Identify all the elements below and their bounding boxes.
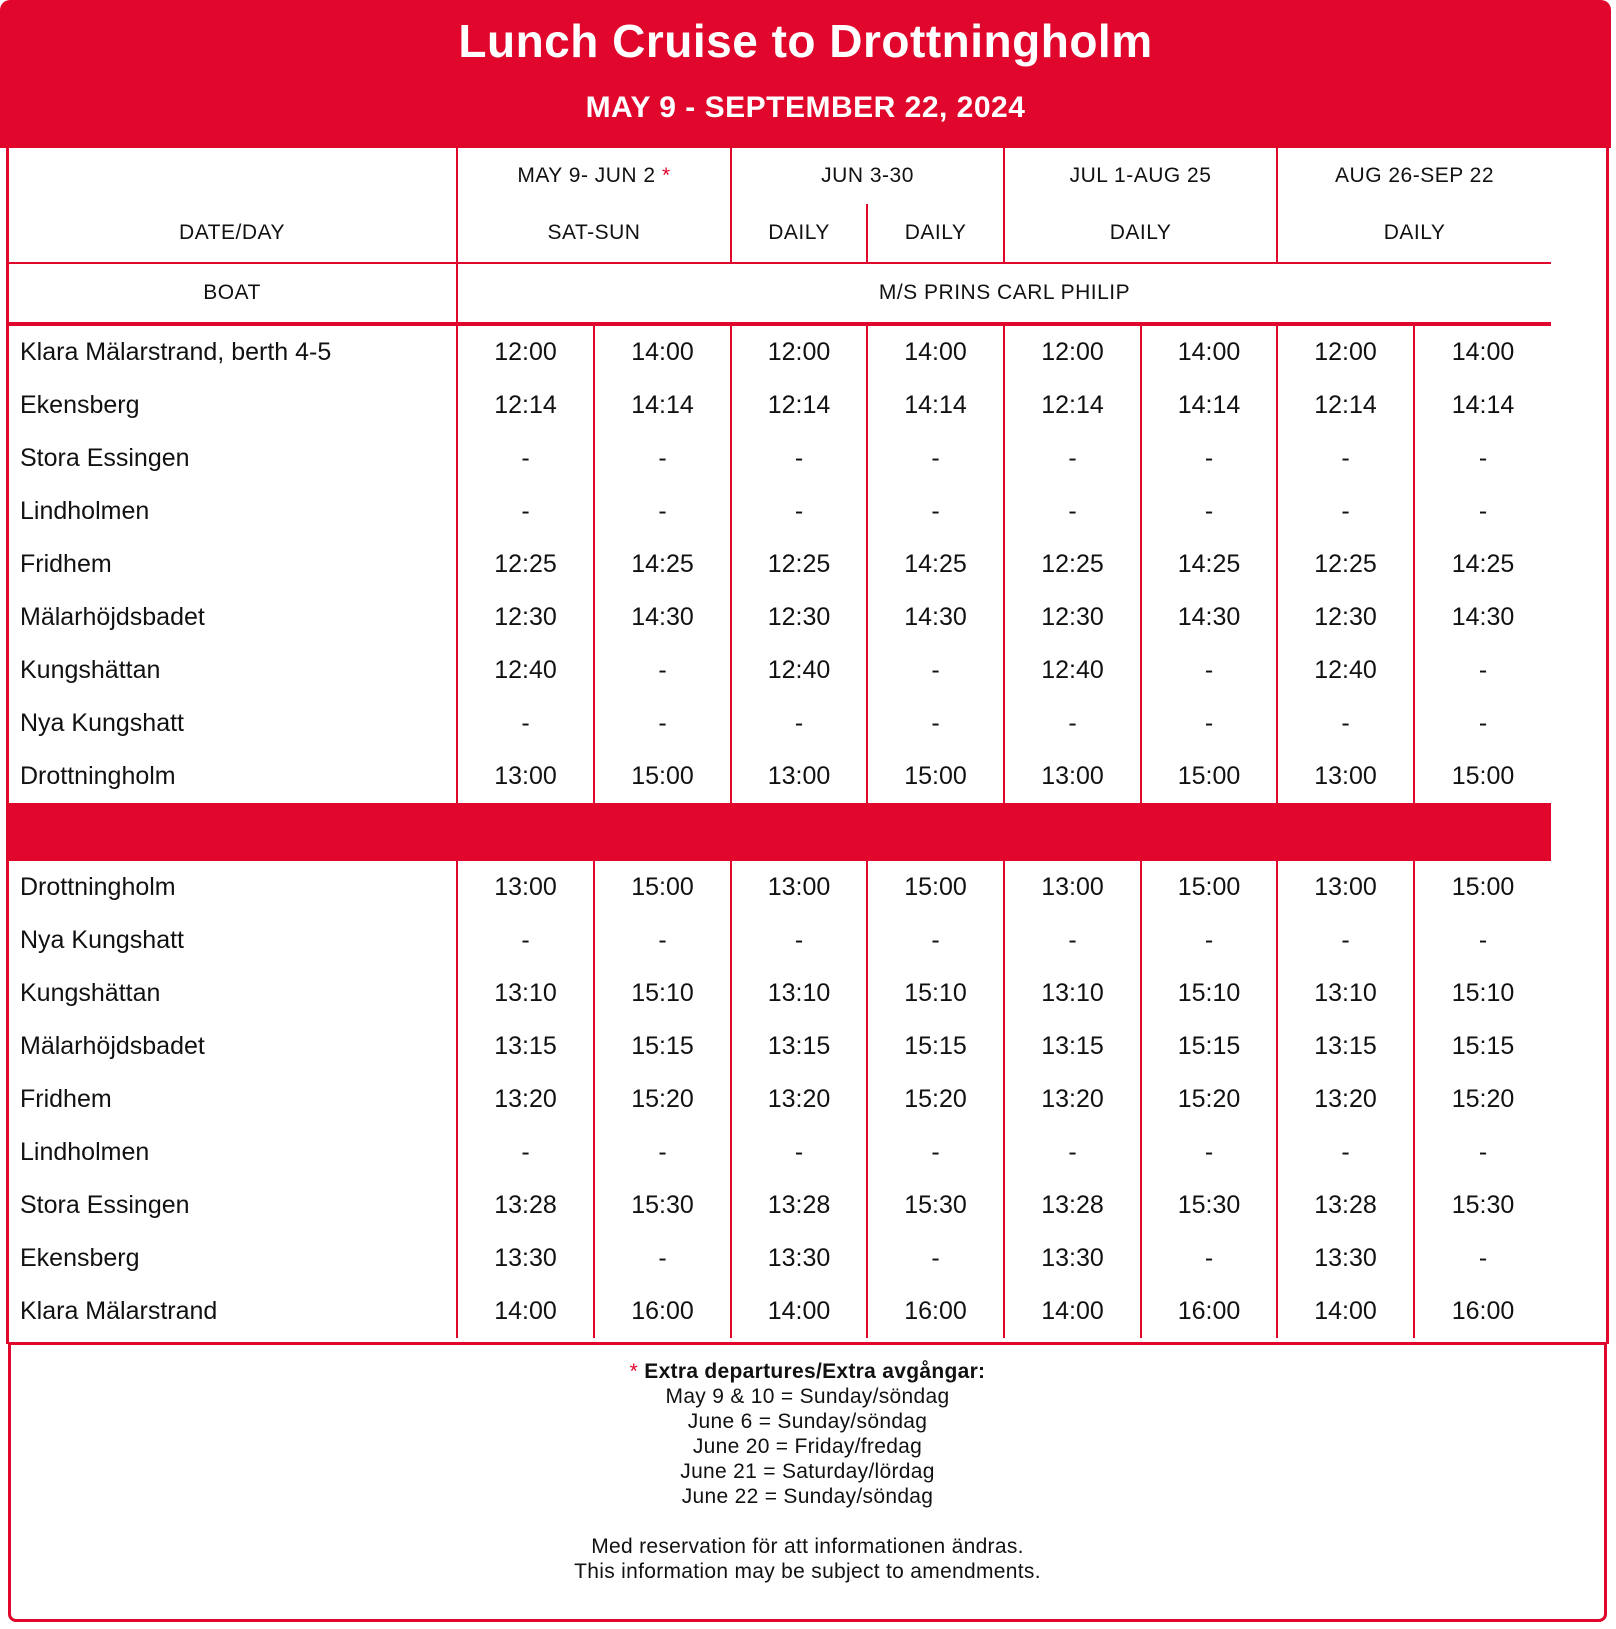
departure-time: 13:28	[1277, 1179, 1414, 1232]
return-stop-row	[8, 1179, 1607, 1232]
departure-time: 13:10	[731, 967, 867, 1020]
departure-time: -	[1277, 697, 1414, 750]
departure-time: 13:15	[457, 1020, 594, 1073]
departure-time: 12:00	[457, 324, 594, 379]
departure-time: 15:10	[1414, 967, 1551, 1020]
stop-name: Ekensberg	[20, 1244, 140, 1272]
departure-time: -	[594, 1126, 731, 1179]
departure-time: 15:15	[1414, 1020, 1551, 1073]
departure-time: -	[1414, 644, 1551, 697]
stop-name: Mälarhöjdsbadet	[20, 603, 205, 631]
stop-name: Drottningholm	[20, 762, 176, 790]
stop-name: Stora Essingen	[20, 1191, 190, 1219]
stop-name: Nya Kungshatt	[20, 926, 184, 954]
departure-time: 14:00	[457, 1285, 594, 1338]
departure-time: 14:14	[867, 379, 1004, 432]
departure-time: -	[1414, 914, 1551, 967]
departure-time: 13:00	[1004, 750, 1141, 803]
departure-time: -	[594, 697, 731, 750]
departure-time: 13:10	[1277, 967, 1414, 1020]
departure-time: -	[457, 1126, 594, 1179]
departure-time: 15:30	[1414, 1179, 1551, 1232]
departure-time: -	[1277, 1126, 1414, 1179]
day-header: SAT-SUN	[457, 204, 731, 263]
departure-time: 15:10	[1141, 967, 1277, 1020]
departure-time: 15:00	[594, 750, 731, 803]
departure-time: 14:25	[867, 538, 1004, 591]
departure-time: 15:00	[867, 750, 1004, 803]
return-stop-row	[8, 1073, 1607, 1126]
departure-time: 13:00	[1004, 861, 1141, 914]
return-stop-row	[8, 1126, 1607, 1179]
departure-time: 12:30	[1277, 591, 1414, 644]
boat-label: BOAT	[8, 263, 457, 324]
departure-time: -	[594, 644, 731, 697]
departure-time: -	[1141, 485, 1277, 538]
period-header: MAY 9- JUN 2 *	[457, 148, 731, 204]
departure-time: -	[1141, 914, 1277, 967]
stop-name: Fridhem	[20, 550, 112, 578]
departure-time: 12:40	[1277, 644, 1414, 697]
departure-time: -	[457, 485, 594, 538]
departure-time: 12:14	[731, 379, 867, 432]
departure-time: 14:30	[594, 591, 731, 644]
departure-time: 14:30	[1141, 591, 1277, 644]
departure-time: -	[1414, 1126, 1551, 1179]
extra-departure-line: June 22 = Sunday/söndag	[681, 1485, 934, 1508]
day-header: DAILY	[1004, 204, 1277, 263]
departure-time: -	[731, 914, 867, 967]
departure-time: 15:10	[594, 967, 731, 1020]
return-stop-row	[8, 861, 1607, 914]
departure-time: 13:28	[457, 1179, 594, 1232]
departure-time: 13:10	[1004, 967, 1141, 1020]
day-header-row	[8, 204, 1607, 263]
departure-time: 15:30	[867, 1179, 1004, 1232]
stop-name: Nya Kungshatt	[20, 709, 184, 737]
departure-time: -	[731, 697, 867, 750]
outbound-stop-row	[8, 697, 1607, 750]
departure-time: 16:00	[594, 1285, 731, 1338]
departure-time: 12:00	[1277, 324, 1414, 379]
departure-time: 13:28	[1004, 1179, 1141, 1232]
departure-time: 13:20	[1004, 1073, 1141, 1126]
departure-time: 12:25	[1277, 538, 1414, 591]
return-stop-row	[8, 1232, 1607, 1285]
asterisk-icon: *	[661, 164, 671, 187]
departure-time: -	[457, 914, 594, 967]
departure-time: 12:00	[731, 324, 867, 379]
departure-time: -	[867, 644, 1004, 697]
period-header: JUL 1-AUG 25	[1004, 148, 1277, 204]
departure-time: 12:30	[731, 591, 867, 644]
departure-time: -	[1004, 697, 1141, 750]
departure-time: -	[867, 432, 1004, 485]
departure-time: -	[1141, 1232, 1277, 1285]
departure-time: 13:15	[731, 1020, 867, 1073]
departure-time: -	[457, 697, 594, 750]
departure-time: 16:00	[1414, 1285, 1551, 1338]
timetable-header	[0, 0, 1611, 148]
period-header: JUN 3-30	[731, 148, 1004, 204]
boat-name: M/S PRINS CARL PHILIP	[457, 263, 1551, 324]
departure-time: 14:00	[1277, 1285, 1414, 1338]
departure-time: -	[1277, 914, 1414, 967]
outbound-stop-row	[8, 538, 1607, 591]
date-day-label: DATE/DAY	[179, 221, 285, 244]
departure-time: 14:30	[1414, 591, 1551, 644]
departure-time: 13:00	[731, 750, 867, 803]
departure-time: 14:14	[1141, 379, 1277, 432]
departure-time: -	[1004, 485, 1141, 538]
departure-time: 14:25	[1414, 538, 1551, 591]
departure-time: 13:00	[1277, 861, 1414, 914]
corner-cell	[8, 148, 457, 204]
departure-time: 14:00	[1004, 1285, 1141, 1338]
departure-time: -	[1141, 644, 1277, 697]
departure-time: -	[1141, 1126, 1277, 1179]
day-header: DAILY	[867, 204, 1004, 263]
departure-time: 12:30	[457, 591, 594, 644]
departure-time: -	[1141, 432, 1277, 485]
departure-time: -	[1414, 485, 1551, 538]
departure-time: 13:20	[731, 1073, 867, 1126]
stop-name: Kungshättan	[20, 656, 161, 684]
extra-departure-line: May 9 & 10 = Sunday/söndag	[665, 1385, 950, 1408]
return-stop-row	[8, 1020, 1607, 1073]
section-divider	[8, 803, 1607, 861]
departure-time: 12:14	[1277, 379, 1414, 432]
departure-time: -	[1277, 432, 1414, 485]
departure-time: 14:00	[594, 324, 731, 379]
departure-time: 15:00	[867, 861, 1004, 914]
departure-time: 12:14	[1004, 379, 1141, 432]
departure-time: -	[731, 485, 867, 538]
outbound-stop-row	[8, 379, 1607, 432]
departure-time: -	[867, 1126, 1004, 1179]
departure-time: -	[867, 1232, 1004, 1285]
outbound-stop-row	[8, 324, 1607, 379]
departure-time: 16:00	[1141, 1285, 1277, 1338]
departure-time: 15:00	[594, 861, 731, 914]
departure-time: -	[1141, 697, 1277, 750]
disclaimer-english: This information may be subject to amendments.	[574, 1560, 1041, 1583]
extra-departure-line: June 6 = Sunday/söndag	[687, 1410, 928, 1433]
departure-time: 13:00	[457, 750, 594, 803]
outbound-stop-row	[8, 750, 1607, 803]
departure-time: -	[867, 485, 1004, 538]
stop-name: Lindholmen	[20, 1138, 150, 1166]
departure-time: 15:15	[867, 1020, 1004, 1073]
departure-time: 12:00	[1004, 324, 1141, 379]
departure-time: 15:30	[594, 1179, 731, 1232]
departure-time: 15:00	[1414, 750, 1551, 803]
departure-time: 14:00	[731, 1285, 867, 1338]
extra-departures-heading: * Extra departures/Extra avgångar:	[629, 1360, 986, 1383]
departure-time: 13:00	[1277, 750, 1414, 803]
stop-name: Klara Mälarstrand	[20, 1297, 218, 1325]
return-stop-row	[8, 1285, 1607, 1338]
departure-time: 12:40	[457, 644, 594, 697]
departure-time: 15:30	[1141, 1179, 1277, 1232]
asterisk-icon: *	[629, 1360, 639, 1383]
departure-time: -	[594, 485, 731, 538]
departure-time: 14:00	[867, 324, 1004, 379]
departure-time: 12:25	[731, 538, 867, 591]
departure-time: -	[1004, 1126, 1141, 1179]
departure-time: 15:15	[1141, 1020, 1277, 1073]
disclaimer-swedish: Med reservation för att informationen ändras.	[591, 1535, 1024, 1558]
outbound-stop-row	[8, 432, 1607, 485]
departure-time: -	[1414, 432, 1551, 485]
departure-time: 13:30	[457, 1232, 594, 1285]
return-stop-row	[8, 967, 1607, 1020]
departure-time: 12:40	[1004, 644, 1141, 697]
departure-time: -	[594, 914, 731, 967]
departure-time: 12:40	[731, 644, 867, 697]
departure-time: 15:20	[867, 1073, 1004, 1126]
departure-time: 13:30	[1004, 1232, 1141, 1285]
return-stop-row	[8, 914, 1607, 967]
departure-time: -	[1004, 432, 1141, 485]
departure-time: -	[867, 914, 1004, 967]
day-header: DAILY	[1277, 204, 1551, 263]
departure-time: 13:15	[1004, 1020, 1141, 1073]
departure-time: 15:00	[1141, 750, 1277, 803]
departure-time: -	[1414, 697, 1551, 750]
departure-time: 14:00	[1414, 324, 1551, 379]
departure-time: -	[594, 432, 731, 485]
departure-time: 15:00	[1414, 861, 1551, 914]
stop-name: Ekensberg	[20, 391, 140, 419]
stop-name: Mälarhöjdsbadet	[20, 1032, 205, 1060]
departure-time: 15:20	[1141, 1073, 1277, 1126]
departure-time: 13:20	[1277, 1073, 1414, 1126]
stop-name: Stora Essingen	[20, 444, 190, 472]
departure-time: 14:25	[594, 538, 731, 591]
outbound-stop-row	[8, 485, 1607, 538]
departure-time: 12:14	[457, 379, 594, 432]
departure-time: 13:15	[1277, 1020, 1414, 1073]
stop-name: Fridhem	[20, 1085, 112, 1113]
departure-time: 13:10	[457, 967, 594, 1020]
outbound-stop-row	[8, 591, 1607, 644]
departure-time: 14:25	[1141, 538, 1277, 591]
departure-time: 15:15	[594, 1020, 731, 1073]
departure-time: -	[594, 1232, 731, 1285]
departure-time: 13:30	[731, 1232, 867, 1285]
departure-time: 12:25	[457, 538, 594, 591]
departure-time: 14:30	[867, 591, 1004, 644]
day-header: DAILY	[731, 204, 867, 263]
departure-time: -	[731, 432, 867, 485]
departure-time: -	[867, 697, 1004, 750]
departure-time: 14:14	[1414, 379, 1551, 432]
stop-name: Klara Mälarstrand, berth 4-5	[8, 324, 457, 379]
departure-time: 13:00	[731, 861, 867, 914]
outbound-stop-row	[8, 644, 1607, 697]
departure-time: 14:14	[594, 379, 731, 432]
period-header: AUG 26-SEP 22	[1277, 148, 1551, 204]
stop-name: Lindholmen	[20, 497, 150, 525]
departure-time: 16:00	[867, 1285, 1004, 1338]
departure-time: 12:25	[1004, 538, 1141, 591]
departure-time: 12:30	[1004, 591, 1141, 644]
stop-name: Kungshättan	[20, 979, 161, 1007]
departure-time: 14:00	[1141, 324, 1277, 379]
departure-time: -	[1277, 485, 1414, 538]
page-subtitle: MAY 9 - SEPTEMBER 22, 2024	[585, 91, 1026, 124]
departure-time: 13:28	[731, 1179, 867, 1232]
timetable	[8, 148, 1607, 1338]
footer-notes	[8, 1342, 1607, 1622]
departure-time: -	[1414, 1232, 1551, 1285]
departure-time: -	[457, 432, 594, 485]
departure-time: -	[1004, 914, 1141, 967]
stop-name: Drottningholm	[20, 873, 176, 901]
departure-time: 15:20	[594, 1073, 731, 1126]
departure-time: 15:20	[1414, 1073, 1551, 1126]
departure-time: 13:20	[457, 1073, 594, 1126]
extra-departure-line: June 21 = Saturday/lördag	[680, 1460, 935, 1483]
period-header-row	[8, 148, 1607, 204]
page-title: Lunch Cruise to Drottningholm	[458, 15, 1153, 67]
departure-time: -	[731, 1126, 867, 1179]
departure-time: 13:00	[457, 861, 594, 914]
departure-time: 15:00	[1141, 861, 1277, 914]
boat-row	[8, 263, 1607, 324]
extra-departure-line: June 20 = Friday/fredag	[692, 1435, 923, 1458]
departure-time: 15:10	[867, 967, 1004, 1020]
departure-time: 13:30	[1277, 1232, 1414, 1285]
